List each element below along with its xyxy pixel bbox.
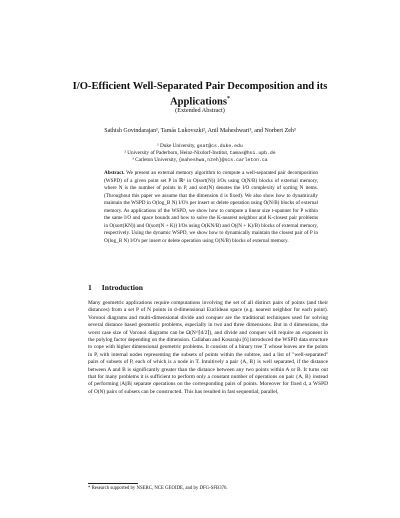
title-line-1: I/O-Efficient Well-Separated Pair Decomposition and its — [72, 81, 328, 92]
author-list: Sathish Govindarajan¹, Tamás Lukovszki², Anil Maheshwari³, and Norbert Zeh³ — [104, 128, 296, 134]
section-heading — [88, 283, 328, 293]
email-3: {maheshwa,nzeh}@scs.carleton.ca — [178, 158, 268, 164]
paper-title — [60, 80, 340, 109]
title-line-2: Applications — [169, 96, 228, 108]
footnote: * Research supported by NSERC, NCE GEOIDE, and by DFG-SFB376. — [88, 486, 228, 491]
section-number: 1 — [88, 283, 92, 292]
affiliation-1: ¹ Duke University, gsat@cs.duke.edu — [157, 143, 243, 149]
intro-paragraph: Many geometric applications require computations involving the set of all distinct pairs of points (and their distances) from a set P of N points in d-dimensional Euclidean space (e.g. nearest neighbor for each point). Voronoi diagrams and multi-dimensional divide and conquer are the traditional techniques used for solving several distance based geometric problems, especially in two and three dimensions. But in d dimensions, the worst case size of Voronoi diagrams can be Ω(N^⌈d/2⌉), and divide and conquer will require an exponent in the polylog factor depending on the dimension. Callahan and Kosaraju [6] introduced the WSPD data structure to cope with higher dimensional geometric problems. It consists of a binary tree T whose leaves are the points in P, with internal nodes representing the subsets of points within the subtree, and a list of "well-separated" pairs of subsets of P, each of which is a node in T. Intuitively a pair {A, B} is well separated, if the distance between A and B is significantly greater than the distance between any two points within A or B. It turns out that for many problems it is sufficient to perform only a constant number of operations on pair {A, B} instead of performing |A||B| separate operations on the corresponding pairs of points. Moreover for fixed d, a WSPD of O(N) pairs of subsets can be constructed. This has resulted in fast sequential, parallel, — [88, 300, 328, 395]
footnote-rule — [88, 483, 138, 484]
email-2: tamas@hni.upb.de — [229, 151, 276, 157]
paper-subtitle: (Extended Abstract) — [175, 107, 225, 114]
section-title: Introduction — [101, 283, 144, 292]
abstract-text: We present an external memory algorithm to compute a well-separated pair decomposition (WSPD) of a given point set P in ℝᵈ in O(sort(N)) I/Os using O(N/B) blocks of external memory, where N is the number of points in P, and sort(N) denotes the I/O complexity of sorting N items. (Throughout this paper we assume that the dimension d is fixed). We also show how to dynamically maintain the WSPD in O(log_B N) I/O's per insert or delete operation using O(N/B) blocks of external memory. As applications of the WSPD, we show how to compute a linear size t-spanner for P within the same I/O and space bounds and how to solve the K-nearest neighbor and K-closest pair problems in O(sort(KN)) and O(sort(N + K)) I/Os using O(KN/B) and O((N + K)/B) blocks of external memory, respectively. Using the dynamic WSPD, we show how to dynamically maintain the closest pair of P in O(log_B N) I/O's per insert or delete operation using O(N/B) blocks of external memory. — [104, 170, 319, 244]
title-footnote-mark: * — [227, 96, 231, 102]
abstract-label: Abstract. — [104, 170, 125, 176]
affiliation-2: ² University of Paderborn, Heinz-Nixdorf-Institut, tamas@hni.upb.de — [124, 150, 276, 157]
affiliations — [40, 143, 360, 165]
affiliation-3: ³ Carleton University, {maheshwa,nzeh}@scs.carleton.ca — [132, 157, 268, 164]
abstract — [104, 170, 318, 245]
email-1: gsat@cs.duke.edu — [196, 144, 243, 149]
